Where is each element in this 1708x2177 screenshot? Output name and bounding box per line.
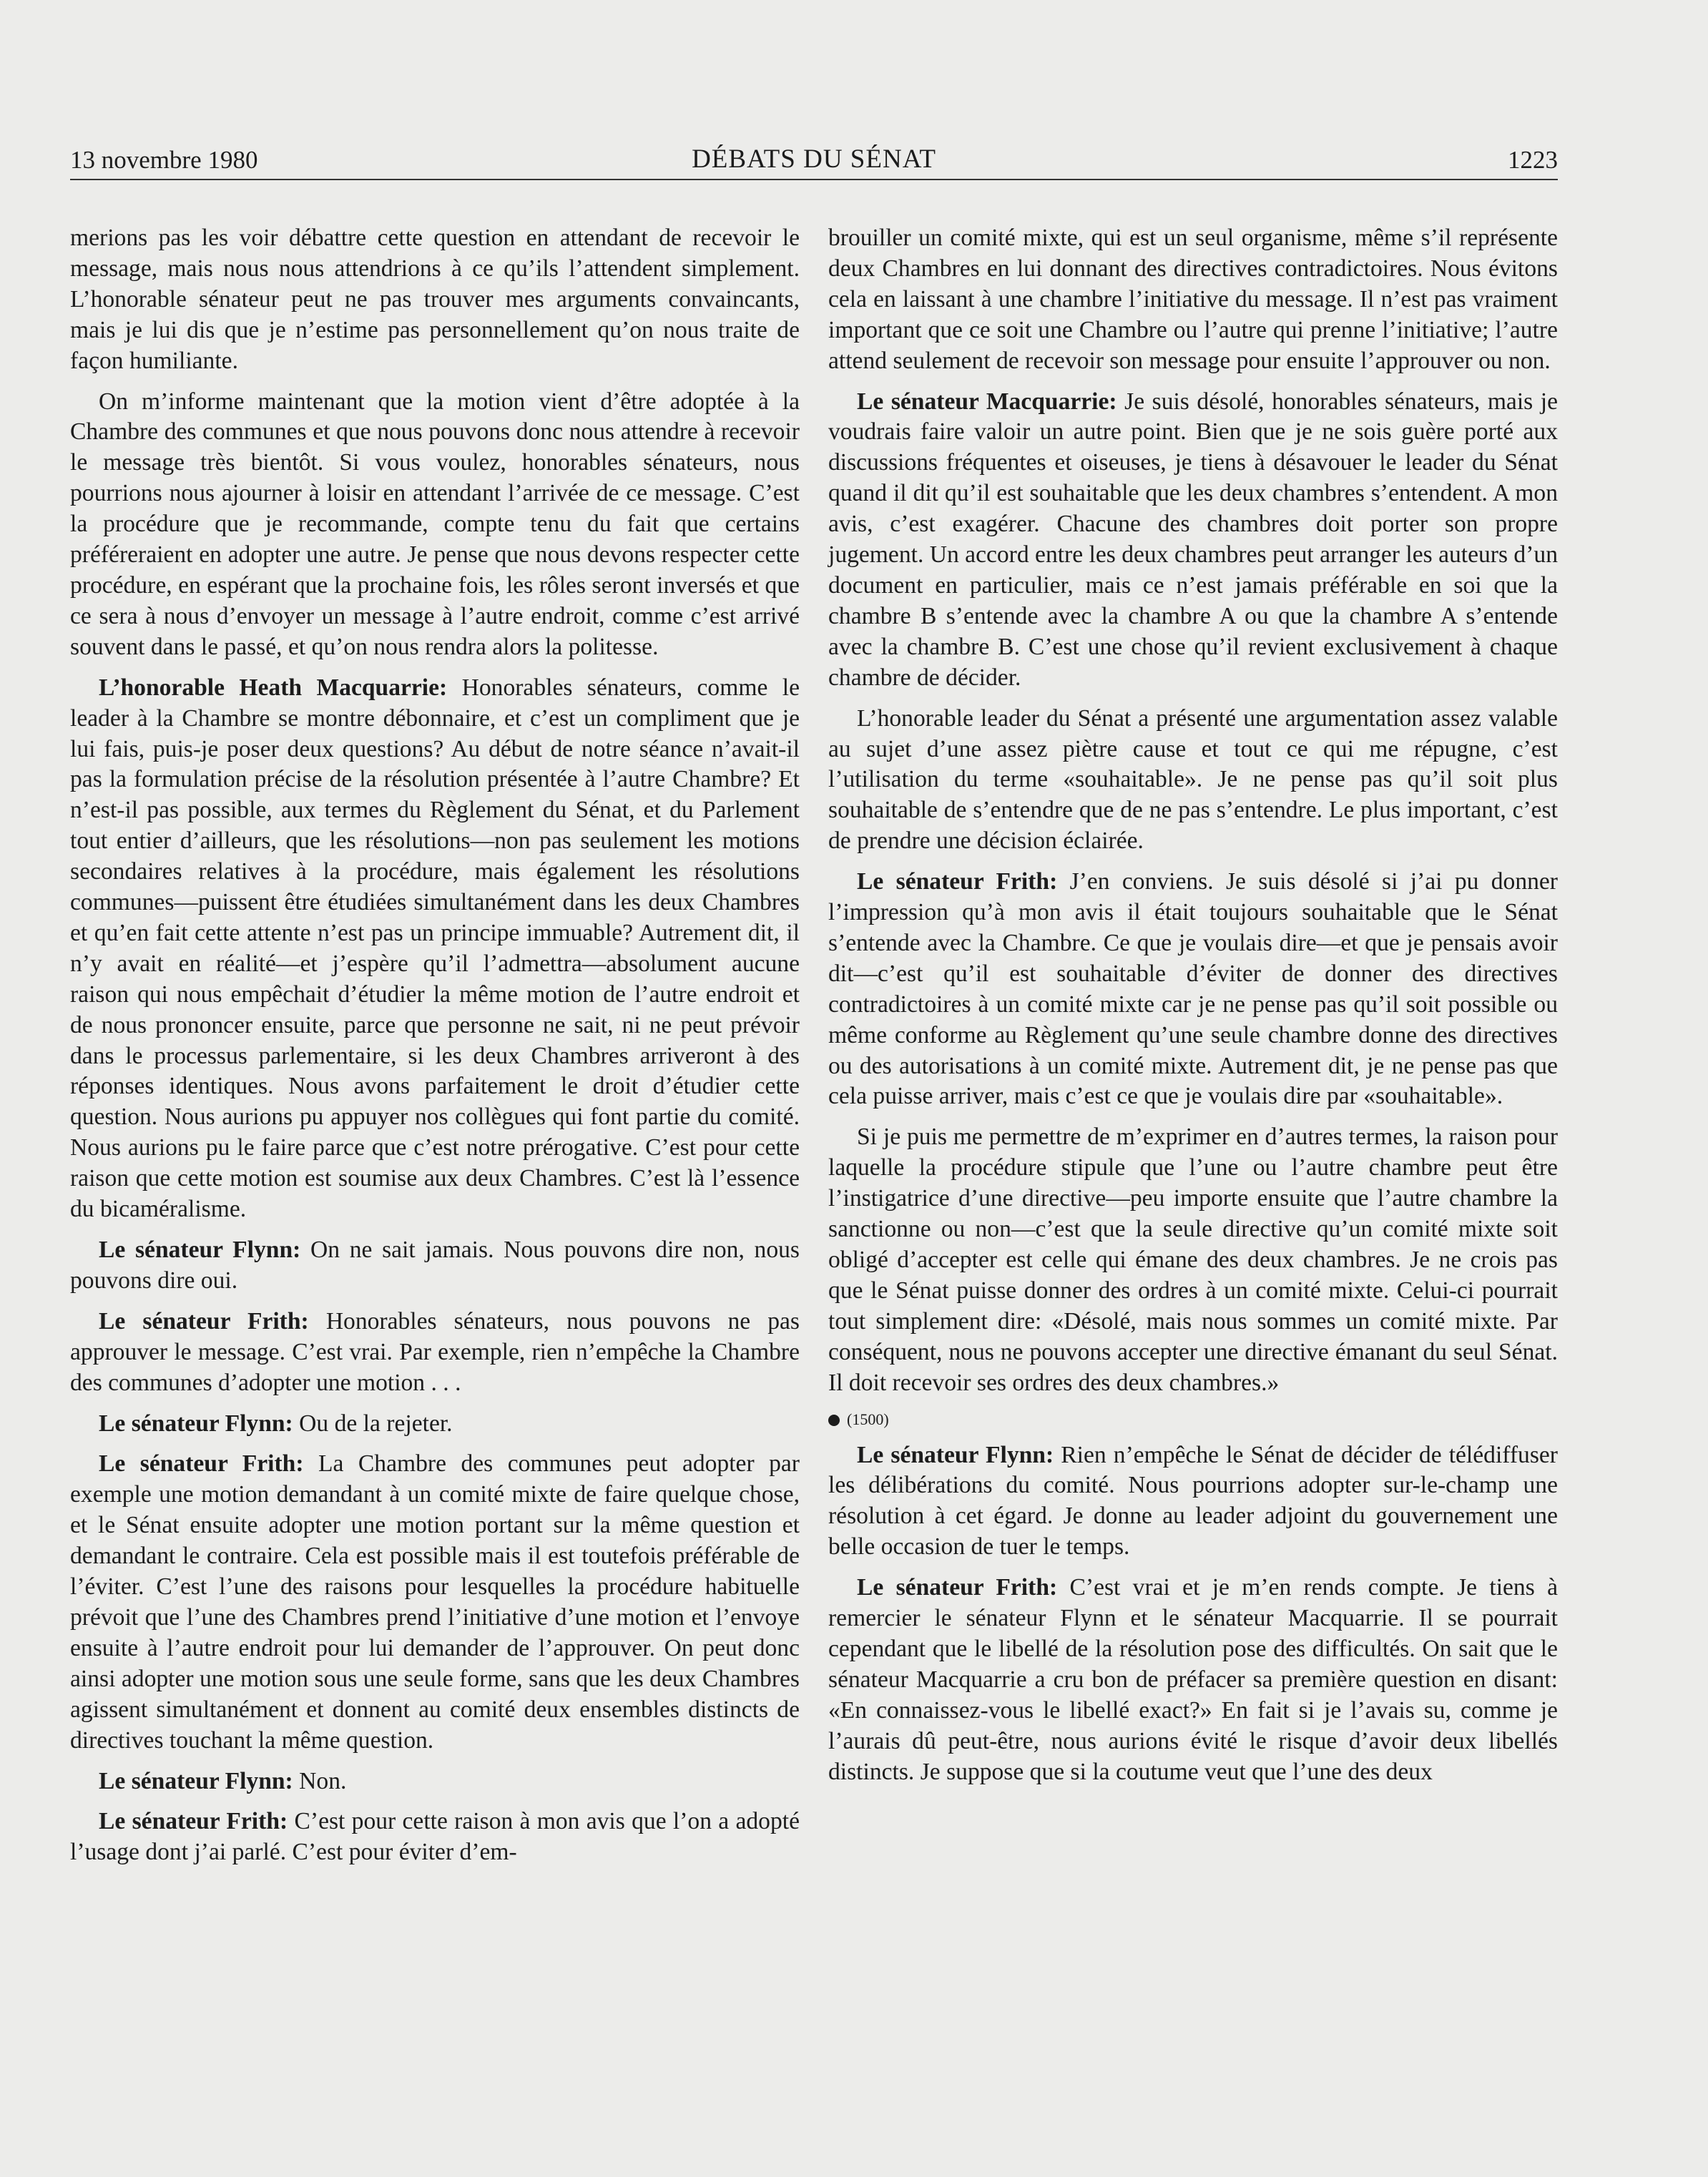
paragraph [70, 1766, 800, 1797]
paragraph-text: brouiller un comité mixte, qui est un seul organisme, même s’il représente deux Chambres en lui donnant des directives contradictoires. Nous évitons cela en laissant à une chambre l’initiative du message. Il n’est pas vraiment important que ce soit une Chambre ou l’autre qui prenne l’initiative; l’autre attend seulement de recevoir son message pour ensuite l’approuver ou non. [828, 225, 1558, 374]
speaker-name: Le sénateur Frith: [99, 1808, 288, 1835]
paragraph [70, 223, 800, 377]
paragraph-text: On m’informe maintenant que la motion vient d’être adoptée à la Chambre des communes et que nous pouvons donc nous attendre à recevoir le message très bientôt. Si vous voulez, honorables sénateurs, nous pourrions nous ajourner à loisir en attendant l’arrivée de ce message. C’est la procédure que je recommande, compte tenu du fait que certains préféreraient en adopter une autre. Je pense que nous devons respecter cette procédure, en espérant que la prochaine fois, les rôles seront inversés et que ce sera à nous d’envoyer un message à l’autre endroit, comme c’est arrivé souvent dans le passé, et qu’on nous rendra alors la politesse. [70, 388, 800, 660]
paragraph [70, 387, 800, 663]
speaker-name: Le sénateur Flynn: [857, 1441, 1054, 1468]
paragraph-text: Non. [299, 1767, 347, 1794]
speaker-name: Le sénateur Flynn: [99, 1237, 301, 1263]
paragraph [70, 1307, 800, 1399]
left-column [70, 223, 800, 1878]
paragraph-text: Ou de la rejeter. [299, 1410, 453, 1437]
paragraph [828, 1573, 1558, 1787]
paragraph-text: C’est vrai et je m’en rends compte. Je tiens à remercier le sénateur Flynn et le sénateur Macquarrie. Il se pourrait cependant que le libellé de la résolution pose des difficultés. On sait que le sénateur Macquarrie a cru bon de préfacer sa première question en disant: «En connaissez-vous le libellé exact?» En fait si je l’avais su, comme je l’aurais dû peut-être, nous aurions évité le risque d’avoir deux libellés distincts. Je suppose que si la coutume veut que l’une des deux [828, 1574, 1558, 1785]
paragraph [828, 704, 1558, 857]
header-title: DÉBATS DU SÉNAT [692, 144, 936, 174]
paragraph [70, 1409, 800, 1440]
paragraph-text: Rien n’empêche le Sénat de décider de télédiffuser les délibérations du comité. Nous pourrions adopter sur-le-champ une résolution à cet égard. Je donne au leader adjoint du gouvernement une belle occasion de tuer le temps. [828, 1441, 1558, 1561]
paragraph [828, 1440, 1558, 1563]
speaker-name: Le sénateur Flynn: [99, 1410, 293, 1437]
paragraph-text: Honorables sénateurs, nous pouvons ne pas approuver le message. C’est vrai. Par exemple, rien n’empêche la Chambre des communes d’adopter une motion . . . [70, 1307, 800, 1396]
header-page-number: 1223 [1508, 146, 1558, 174]
paragraph [828, 223, 1558, 377]
page-header [70, 142, 1558, 180]
paragraph-text: C’est pour cette raison à mon avis que l’on a adopté l’usage dont j’ai parlé. C’est pour éviter d’em- [70, 1808, 800, 1866]
speaker-name: Le sénateur Flynn: [99, 1767, 293, 1794]
paragraph-text: merions pas les voir débattre cette question en attendant de recevoir le message, mais nous nous attendrions à ce qu’ils l’attendent simplement. L’honorable sénateur peut ne pas trouver mes arguments convaincants, mais je lui dis que je n’estime pas personnellement qu’on nous traite de façon humiliante. [70, 225, 800, 374]
paragraph [828, 867, 1558, 1112]
paragraph [70, 1235, 800, 1297]
speaker-name: Le sénateur Frith: [857, 868, 1058, 895]
speaker-name: Le sénateur Macquarrie: [857, 388, 1117, 415]
paragraph-text: Je suis désolé, honorables sénateurs, mais je voudrais faire valoir un autre point. Bien que je ne sois guère porté aux discussions fréquentes et oiseuses, je tiens à désavouer le leader du Sénat quand il dit qu’il est souhaitable que les deux chambres s’entendent. A mon avis, c’est exagérer. Chacune des chambres doit porter son propre jugement. Un accord entre les deux chambres peut arranger les auteurs d’un document en particulier, mais ce n’est jamais préférable en soi que la chambre B s’entende avec la chambre A ou que la chambre A s’entende avec la chambre B. C’est une chose qu’il revient exclusivement à chaque chambre de décider. [828, 388, 1558, 691]
right-column-part-a [828, 223, 1558, 1399]
paragraph-text: On ne sait jamais. Nous pouvons dire non, nous pouvons dire oui. [70, 1237, 800, 1294]
paragraph [828, 387, 1558, 694]
paragraph [70, 1807, 800, 1868]
speaker-name: L’honorable Heath Macquarrie: [99, 674, 448, 701]
time-marker-label: (1500) [847, 1410, 889, 1428]
paragraph [828, 1122, 1558, 1398]
paragraph-text: Honorables sénateurs, comme le leader à la Chambre se montre débonnaire, et c’est un compliment que je lui fais, puis-je poser deux questions? Au début de notre séance n’avait-il pas la formulation précise de la résolution présentée à l’autre Chambre? Et n’est-il pas possible, aux termes du Règlement du Sénat, et du Parlement tout entier d’ailleurs, que les résolutions—non pas seulement les motions secondaires relatives à la procédure, mais également les résolutions communes—puissent être étudiées simultanément dans les deux Chambres et qu’en fait cette attente n’est pas un principe immuable? Autrement dit, il n’y avait en réalité—et j’espère qu’il l’admettra—absolument aucune raison qui nous empêchait d’étudier la même motion de l’autre endroit et de nous prononcer ensuite, parce que personne ne sait, ni ne peut prévoir dans le processus parlementaire, si les deux Chambres arriveront à des réponses identiques. Nous avons parfaitement le droit d’étudier cette question. Nous aurions pu appuyer nos collègues qui font partie du comité. Nous aurions pu le faire parce que c’est notre prérogative. C’est pour cette raison que cette motion est soumise aux deux Chambres. C’est là l’essence du bicaméralisme. [70, 674, 800, 1223]
header-date: 13 novembre 1980 [70, 146, 258, 174]
paragraph-text: L’honorable leader du Sénat a présenté une argumentation assez valable au sujet d’une assez piètre cause et tout ce qui me répugne, c’est l’utilisation du terme «souhaitable». Je ne pense pas qu’il soit plus souhaitable de s’entendre que de ne pas s’entendre. Le plus important, c’est de prendre une décision éclairée. [828, 704, 1558, 855]
paragraph [70, 1449, 800, 1756]
paragraph [70, 673, 800, 1225]
right-column [828, 223, 1558, 1798]
speaker-name: Le sénateur Frith: [99, 1450, 304, 1478]
right-column-part-b [828, 1440, 1558, 1788]
paragraph-text: J’en conviens. Je suis désolé si j’ai pu donner l’impression qu’à mon avis il était toujours souhaitable que le Sénat s’entende avec la Chambre. Ce que je voulais dire—et que je pensais avoir dit—c’est qu’il est souhaitable d’éviter de donner des directives contradictoires à un comité mixte car je ne pense pas qu’il soit possible ou même conforme au Règlement qu’une seule chambre donne des directives ou des autorisations à un comité mixte. Autrement dit, je ne pense pas que cela puisse arriver, mais c’est ce que je voulais dire par «souhaitable». [828, 868, 1558, 1110]
paragraph-text: La Chambre des communes peut adopter par exemple une motion demandant à un comité mixte de faire quelque chose, et le Sénat ensuite adopter une motion portant sur la même question et demandant le contraire. Cela est possible mais il est toutefois préférable de l’éviter. C’est l’une des raisons pour lesquelles la procédure habituelle prévoit que l’une des Chambres prend l’initiative d’une motion et l’envoye ensuite à l’autre endroit pour lui demander de l’approuver. On peut donc ainsi adopter une motion sous une seule forme, sans que les deux Chambres agissent simultanément et donnent au comité deux ensembles distincts de directives touchant la même question. [70, 1450, 800, 1754]
paragraph-text: Si je puis me permettre de m’exprimer en d’autres termes, la raison pour laquelle la procédure stipule que l’une ou l’autre chambre peut être l’instigatrice d’une directive—peu importe ensuite que l’autre chambre la sanctionne ou non—c’est que la seule directive qu’un comité mixte soit obligé d’accepter est celle qui émane des deux chambres. Je ne crois pas que le Sénat puisse donner des ordres à un comité mixte. Celui-ci pourrait tout simplement dire: «Désolé, mais nous sommes un comité mixte. Par conséquent, nous ne pouvons accepter une directive émanant du seul Sénat. Il doit recevoir ses ordres des deux chambres.» [828, 1124, 1558, 1396]
speaker-name: Le sénateur Frith: [99, 1307, 309, 1335]
speaker-name: Le sénateur Frith: [857, 1574, 1058, 1601]
bullet-icon [828, 1415, 840, 1426]
time-marker [828, 1409, 1558, 1430]
